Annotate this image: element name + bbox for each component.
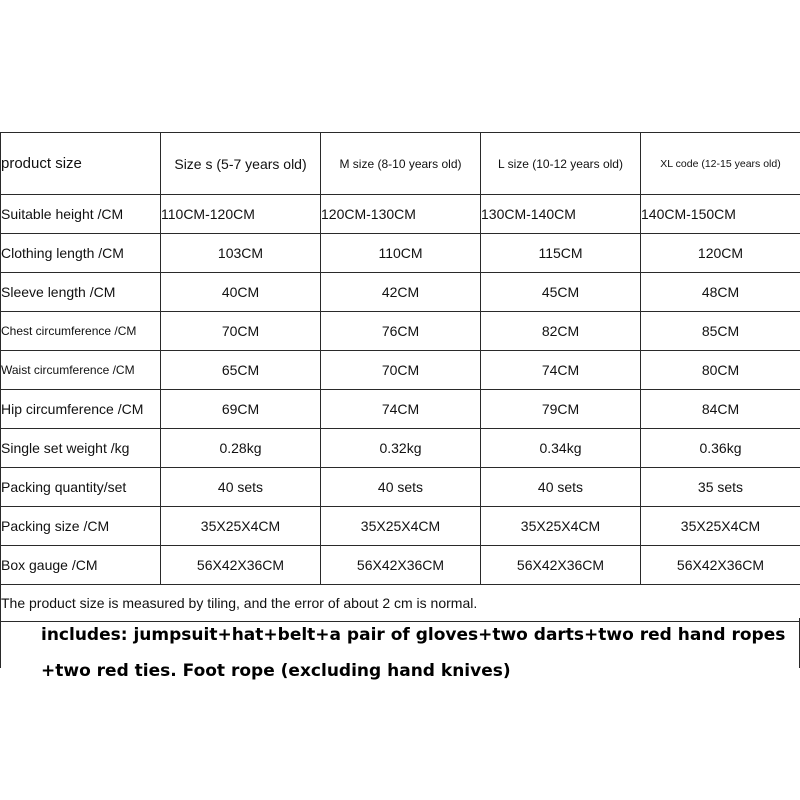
cell-value: 130CM-140CM — [481, 195, 641, 234]
table-header-row — [1, 133, 800, 195]
includes-line-1: includes: jumpsuit+hat+belt+a pair of gloves+two darts+two red hand ropes — [41, 625, 786, 645]
cell-value: 0.34kg — [481, 429, 641, 468]
table-row — [1, 234, 800, 273]
row-label: Chest circumference /CM — [1, 312, 161, 351]
cell-value: 84CM — [641, 390, 800, 429]
row-label: Box gauge /CM — [1, 546, 161, 585]
row-label: Clothing length /CM — [1, 234, 161, 273]
cell-value: 76CM — [321, 312, 481, 351]
cell-value: 70CM — [161, 312, 321, 351]
size-header-xl: XL code (12-15 years old) — [641, 133, 800, 195]
cell-value: 56X42X36CM — [161, 546, 321, 585]
table-row — [1, 195, 800, 234]
cell-value: 48CM — [641, 273, 800, 312]
cell-value: 110CM — [321, 234, 481, 273]
cell-value: 40 sets — [321, 468, 481, 507]
cell-value: 35 sets — [641, 468, 800, 507]
measurement-note: The product size is measured by tiling, and the error of about 2 cm is normal. — [1, 585, 800, 622]
table-row — [1, 390, 800, 429]
cell-value: 56X42X36CM — [641, 546, 800, 585]
row-label: Hip circumference /CM — [1, 390, 161, 429]
cell-value: 35X25X4CM — [641, 507, 800, 546]
cell-value: 110CM-120CM — [161, 195, 321, 234]
size-chart-table — [0, 132, 800, 622]
table-row — [1, 468, 800, 507]
row-label: Single set weight /kg — [1, 429, 161, 468]
table-row — [1, 507, 800, 546]
row-label: Suitable height /CM — [1, 195, 161, 234]
cell-value: 82CM — [481, 312, 641, 351]
cell-value: 115CM — [481, 234, 641, 273]
header-label: product size — [1, 133, 161, 195]
cell-value: 42CM — [321, 273, 481, 312]
cell-value: 0.36kg — [641, 429, 800, 468]
cell-value: 85CM — [641, 312, 800, 351]
size-header-s: Size s (5-7 years old) — [161, 133, 321, 195]
cell-value: 56X42X36CM — [481, 546, 641, 585]
cell-value: 56X42X36CM — [321, 546, 481, 585]
cell-value: 70CM — [321, 351, 481, 390]
cell-value: 80CM — [641, 351, 800, 390]
cell-value: 40CM — [161, 273, 321, 312]
cell-value: 120CM — [641, 234, 800, 273]
cell-value: 103CM — [161, 234, 321, 273]
table-row — [1, 273, 800, 312]
cell-value: 0.32kg — [321, 429, 481, 468]
table-row — [1, 429, 800, 468]
includes-section — [0, 618, 800, 681]
size-header-l: L size (10-12 years old) — [481, 133, 641, 195]
includes-line-2: +two red ties. Foot rope (excluding hand knives) — [41, 661, 511, 681]
row-label: Packing size /CM — [1, 507, 161, 546]
row-label: Waist circumference /CM — [1, 351, 161, 390]
row-label: Sleeve length /CM — [1, 273, 161, 312]
cell-value: 35X25X4CM — [481, 507, 641, 546]
cell-value: 74CM — [481, 351, 641, 390]
cell-value: 35X25X4CM — [321, 507, 481, 546]
note-row — [1, 585, 800, 622]
size-header-m: M size (8-10 years old) — [321, 133, 481, 195]
cell-value: 40 sets — [481, 468, 641, 507]
table-row — [1, 546, 800, 585]
cell-value: 35X25X4CM — [161, 507, 321, 546]
cell-value: 0.28kg — [161, 429, 321, 468]
cell-value: 40 sets — [161, 468, 321, 507]
table-row — [1, 351, 800, 390]
cell-value: 65CM — [161, 351, 321, 390]
cell-value: 120CM-130CM — [321, 195, 481, 234]
table-row — [1, 312, 800, 351]
cell-value: 74CM — [321, 390, 481, 429]
row-label: Packing quantity/set — [1, 468, 161, 507]
cell-value: 79CM — [481, 390, 641, 429]
cell-value: 69CM — [161, 390, 321, 429]
cell-value: 140CM-150CM — [641, 195, 800, 234]
cell-value: 45CM — [481, 273, 641, 312]
